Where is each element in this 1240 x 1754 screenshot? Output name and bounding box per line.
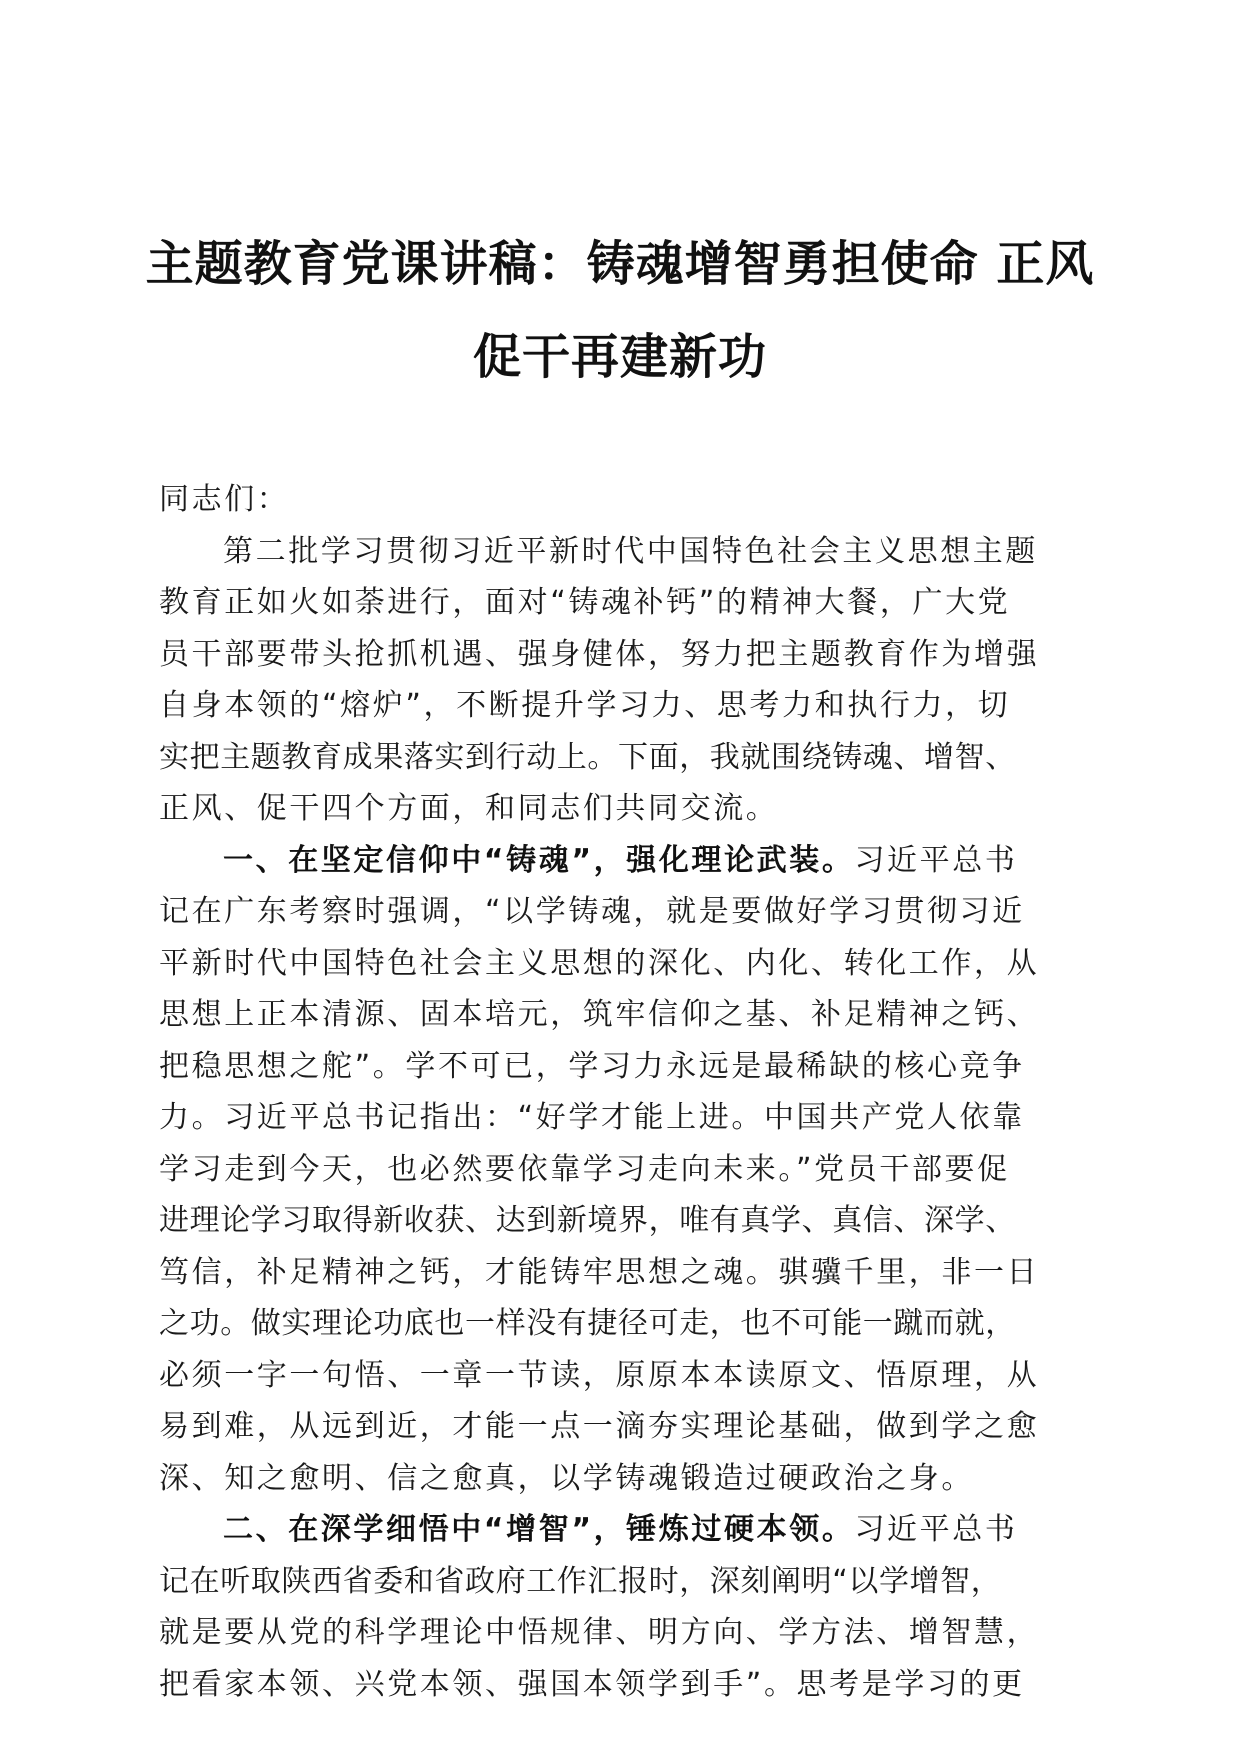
section-1-line: 把稳思想之舵”。学不可已，学习力永远是最稀缺的核心竞争 xyxy=(159,1048,1025,1084)
section-1-line: 易到难，从远到近，才能一点一滴夯实理论基础，做到学之愈 xyxy=(159,1409,1040,1444)
section-2-first-line xyxy=(159,1504,1079,1556)
section-1-line: 思想上正本清源、固本培元，筑牢信仰之基、补足精神之钙、 xyxy=(159,997,1040,1032)
intro-line: 教育正如火如荼进行，面对“铸魂补钙”的精神大餐，广大党 xyxy=(159,585,1011,620)
intro-line: 实把主题教育成果落实到行动上。下面，我就围绕铸魂、增智、 xyxy=(159,739,1016,775)
document-title xyxy=(140,218,1100,404)
intro-line: 正风、促干四个方面，和同志们共同交流。 xyxy=(159,791,779,826)
section-2-line: 记在听取陕西省委和省政府工作汇报时，深刻阐明“以学增智， xyxy=(159,1563,1002,1599)
section-2-line: 把看家本领、兴党本领、强国本领学到手”。思考是学习的更 xyxy=(159,1666,1025,1702)
section-1-line: 之功。做实理论功底也一样没有捷径可走，也不可能一蹴而就， xyxy=(159,1306,1016,1341)
title-line-2: 促干再建新功 xyxy=(472,329,767,385)
section-2-heading: 二、在深学细悟中“增智”，锤炼过硬本领。 xyxy=(223,1512,855,1547)
intro-line: 员干部要带头抢抓机遇、强身健体，努力把主题教育作为增强 xyxy=(159,636,1040,672)
section-1-first-line-rest: 习近平总书 xyxy=(854,842,1018,878)
salutation: 同志们： xyxy=(159,482,290,517)
section-1-heading: 一、在坚定信仰中“铸魂”，强化理论武装。 xyxy=(223,842,855,878)
section-1-line: 学习走到今天，也必然要依靠学习走向未来。”党员干部要促 xyxy=(159,1151,1010,1187)
intro-line: 自身本领的“熔炉”，不断提升学习力、思考力和执行力，切 xyxy=(159,688,1011,723)
section-1-line: 深、知之愈明、信之愈真，以学铸魂锻造过硬政治之身。 xyxy=(159,1460,974,1496)
section-1-first-line xyxy=(159,835,1079,887)
document-body xyxy=(159,474,1079,1710)
section-1-line: 力。习近平总书记指出：“好学才能上进。中国共产党人依靠 xyxy=(159,1100,1025,1135)
section-1-line: 笃信，补足精神之钙，才能铸牢思想之魂。骐骥千里，非一日 xyxy=(159,1254,1040,1290)
section-1-line: 记在广东考察时强调，“以学铸魂，就是要做好学习贯彻习近 xyxy=(159,894,1025,929)
section-2-first-line-rest: 习近平总书 xyxy=(854,1512,1018,1547)
title-line-1: 主题教育党课讲稿：铸魂增智勇担使命 正风 xyxy=(145,236,1095,292)
section-2-line: 就是要从党的科学理论中悟规律、明方向、学方法、增智慧， xyxy=(159,1615,1040,1650)
intro-line: 第二批学习贯彻习近平新时代中国特色社会主义思想主题 xyxy=(223,533,1038,569)
section-1-line: 必须一字一句悟、一章一节读，原原本本读原文、悟原理，从 xyxy=(159,1357,1040,1393)
section-1-line: 平新时代中国特色社会主义思想的深化、内化、转化工作，从 xyxy=(159,945,1040,981)
section-1-line: 进理论学习取得新收获、达到新境界，唯有真学、真信、深学、 xyxy=(159,1203,1016,1238)
